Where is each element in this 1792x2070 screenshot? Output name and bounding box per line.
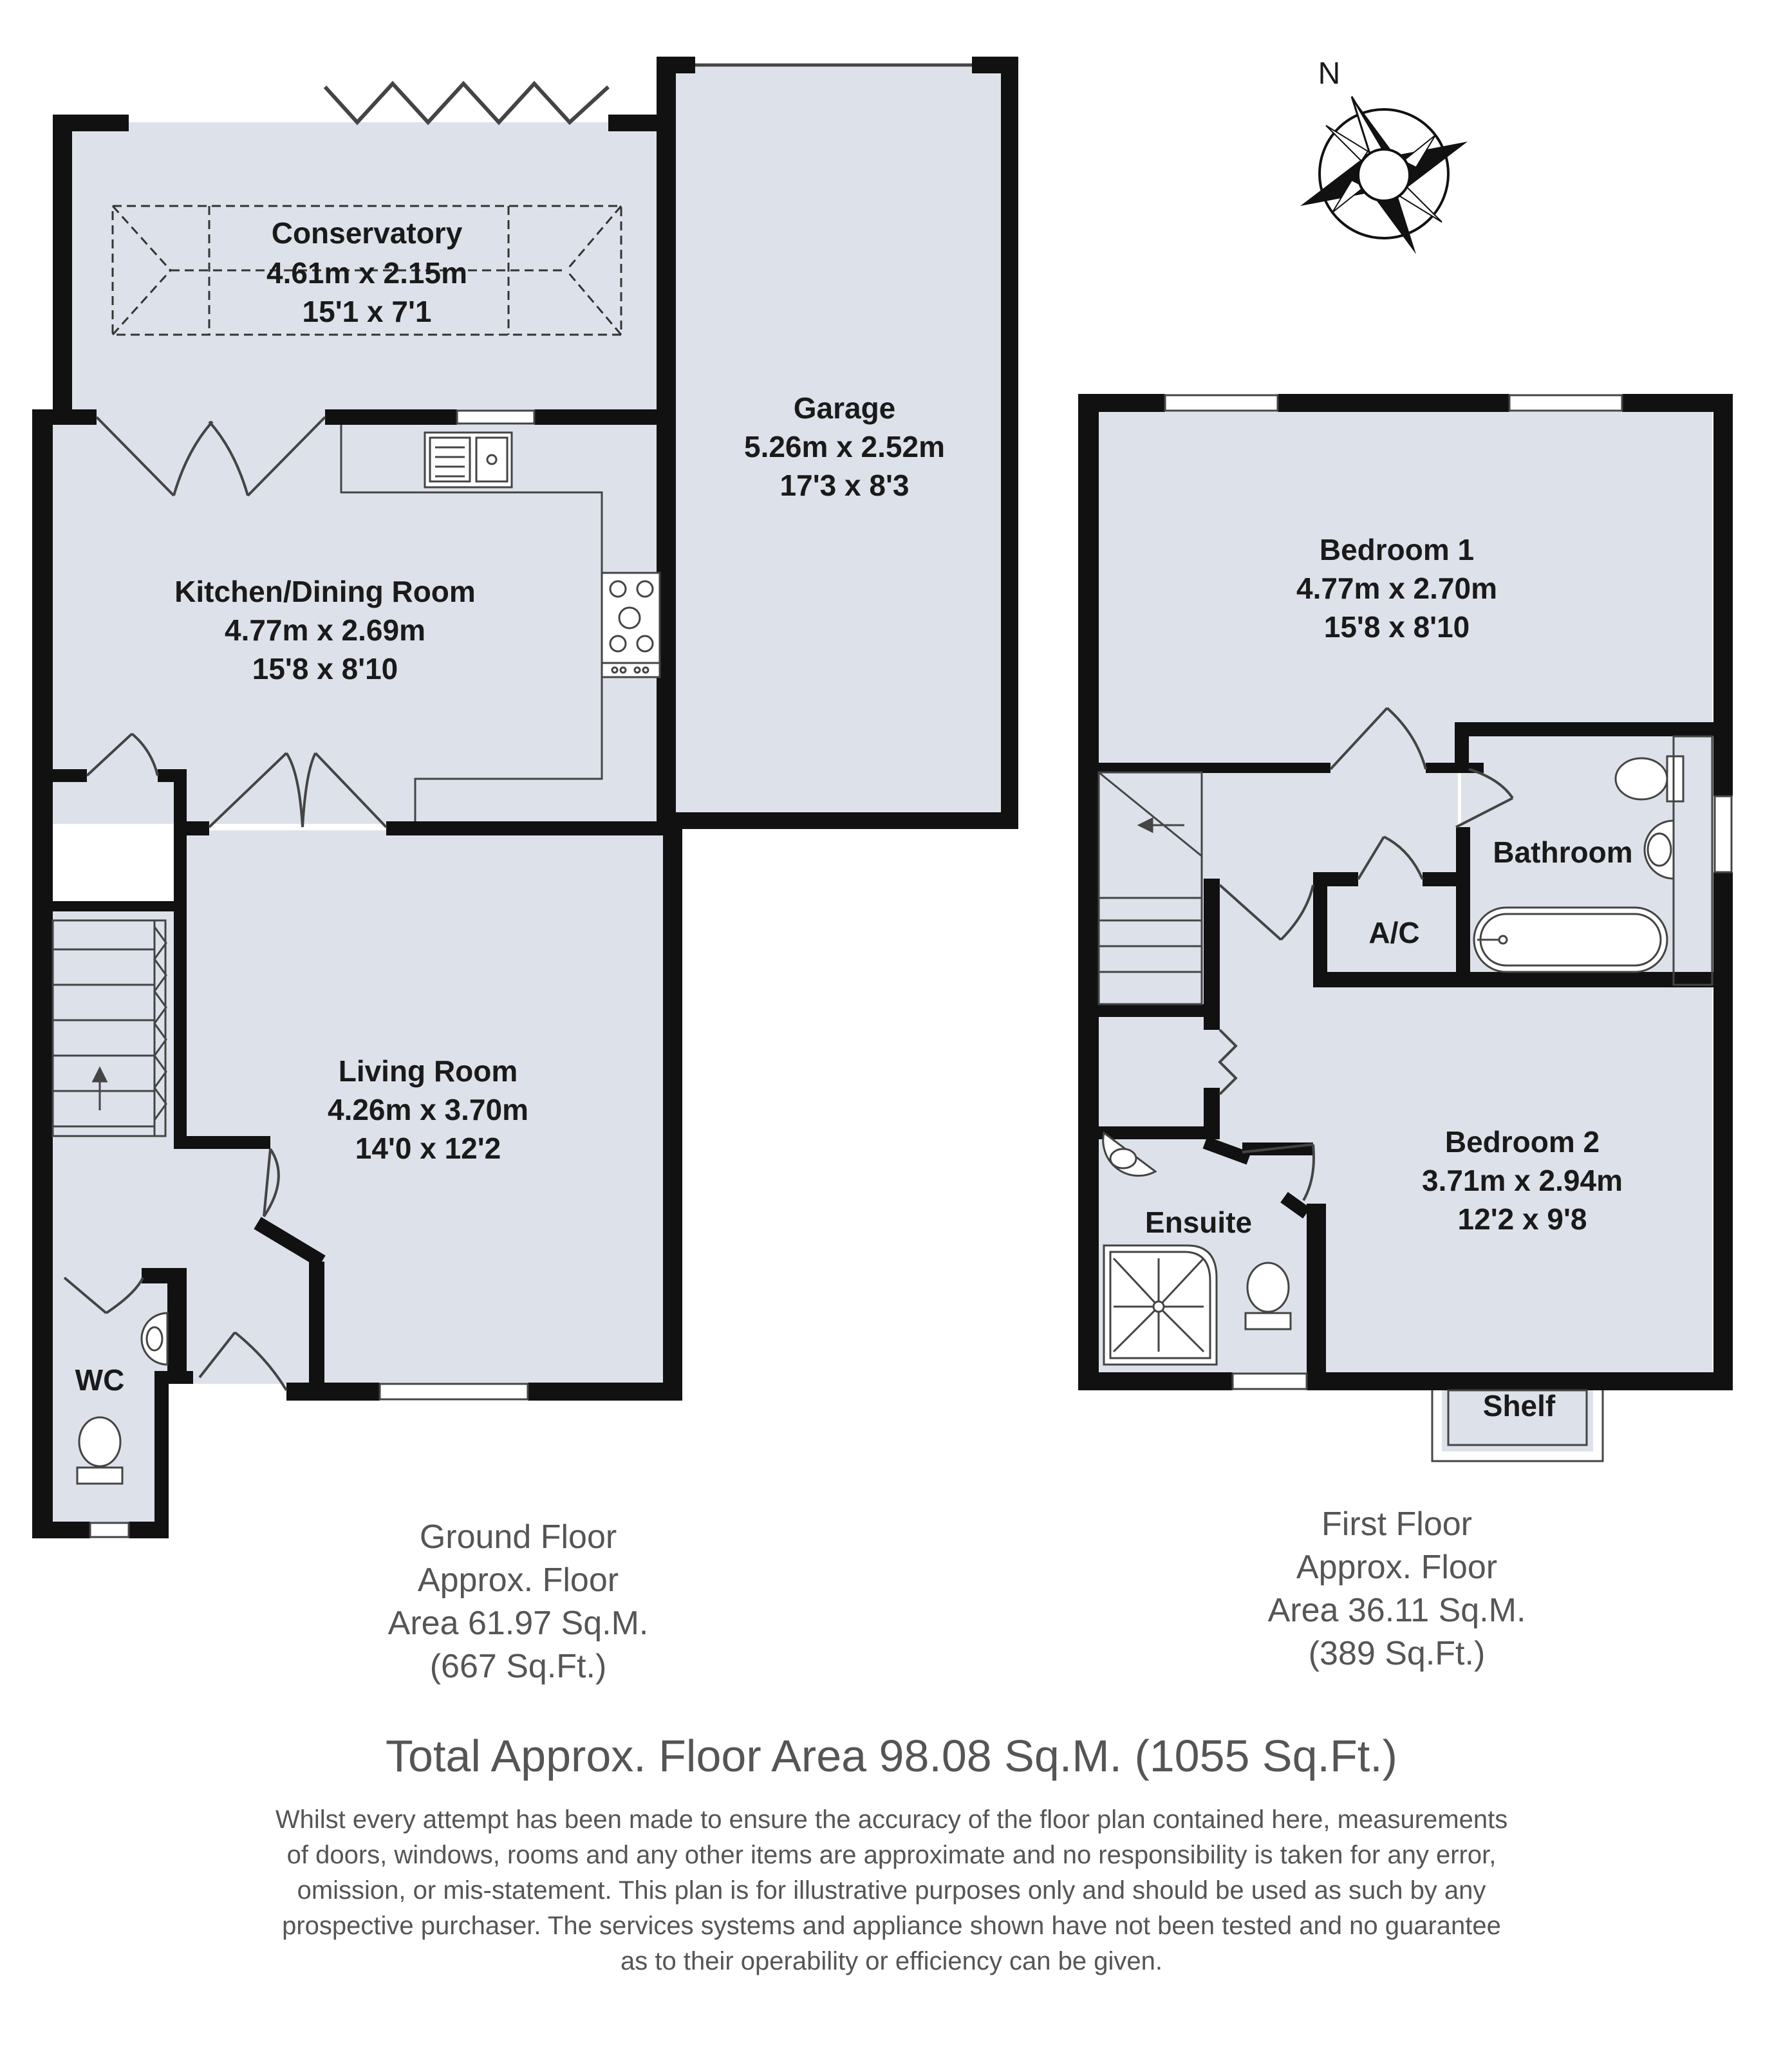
bed1-window-right [1509, 395, 1622, 411]
ensuite-toilet-icon [1246, 1263, 1291, 1329]
first-area-line-1: First Floor [1321, 1506, 1472, 1543]
compass-icon [1300, 57, 1468, 254]
disclaimer-line-5: as to their operability or efficiency can be given. [621, 1947, 1162, 1975]
first-area-line-3: Area 36.11 Sq.M. [1267, 1592, 1526, 1629]
kitchen-name: Kitchen/Dining Room [174, 575, 476, 608]
wc-toilet-icon [77, 1417, 122, 1484]
disclaimer [275, 1805, 1507, 1975]
ensuite-window [1233, 1374, 1307, 1389]
ground-area-line-2: Approx. Floor [417, 1562, 619, 1599]
conservatory-imperial: 15'1 x 7'1 [302, 295, 432, 328]
total-area: Total Approx. Floor Area 98.08 Sq.M. (1055 Sq.Ft.) [386, 1731, 1397, 1781]
disclaimer-line-3: omission, or mis-statement. This plan is for illustrative purposes only and should be used as such by any [297, 1876, 1486, 1905]
disclaimer-line-1: Whilst every attempt has been made to ensure the accuracy of the floor plan contained here, measurements [275, 1805, 1508, 1834]
shower-icon [1104, 1245, 1217, 1365]
kitchen-imperial: 15'8 x 8'10 [252, 652, 398, 685]
first-area-line-4: (389 Sq.Ft.) [1308, 1635, 1486, 1672]
bedroom2-imperial: 12'2 x 9'8 [1457, 1202, 1587, 1236]
conservatory-metric: 4.61m x 2.15m [266, 256, 468, 290]
bedroom2-metric: 3.71m x 2.94m [1421, 1164, 1623, 1197]
bedroom2-name: Bedroom 2 [1444, 1125, 1600, 1159]
ensuite-name: Ensuite [1144, 1206, 1253, 1239]
wc-window [90, 1523, 129, 1537]
first-floor-area [1268, 1506, 1526, 1672]
sink-icon [425, 433, 512, 487]
living-name: Living Room [338, 1054, 518, 1088]
ac-name: A/C [1368, 916, 1420, 949]
bathtub-icon [1474, 908, 1667, 972]
ground-area-line-4: (667 Sq.Ft.) [429, 1648, 607, 1685]
living-window [380, 1384, 528, 1399]
ground-floor-plan [32, 57, 1018, 1538]
bedroom1-metric: 4.77m x 2.70m [1296, 572, 1498, 605]
ground-area-line-1: Ground Floor [419, 1518, 617, 1556]
conservatory-name: Conservatory [271, 216, 463, 250]
shelf-name: Shelf [1482, 1389, 1556, 1422]
bed1-window-left [1165, 395, 1278, 411]
bedroom1-name: Bedroom 1 [1319, 533, 1475, 566]
disclaimer-line-2: of doors, windows, rooms and any other items are approximate and no responsibility is taken for any error, [286, 1841, 1497, 1869]
kitchen-metric: 4.77m x 2.69m [224, 613, 426, 647]
bedroom1-imperial: 15'8 x 8'10 [1323, 610, 1470, 644]
hob-icon [602, 573, 660, 677]
bathroom-name: Bathroom [1493, 835, 1633, 869]
garage-metric: 5.26m x 2.52m [743, 430, 946, 463]
living-metric: 4.26m x 3.70m [327, 1093, 529, 1126]
living-imperial: 14'0 x 12'2 [355, 1132, 501, 1165]
bath-window [1715, 796, 1731, 872]
garage-name: Garage [793, 391, 896, 425]
wc-name: WC [75, 1363, 125, 1397]
compass-north-label: N [1318, 57, 1341, 91]
disclaimer-line-4: prospective purchaser. The services systems and appliance shown have not been tested and no guarantee [282, 1912, 1501, 1940]
kitchen-window [457, 411, 534, 424]
ground-area-line-3: Area 61.97 Sq.M. [387, 1605, 649, 1642]
garage-imperial: 17'3 x 8'3 [779, 469, 910, 502]
bifold-door [325, 84, 608, 122]
ground-floor-area [388, 1518, 649, 1685]
first-area-line-2: Approx. Floor [1296, 1549, 1498, 1586]
